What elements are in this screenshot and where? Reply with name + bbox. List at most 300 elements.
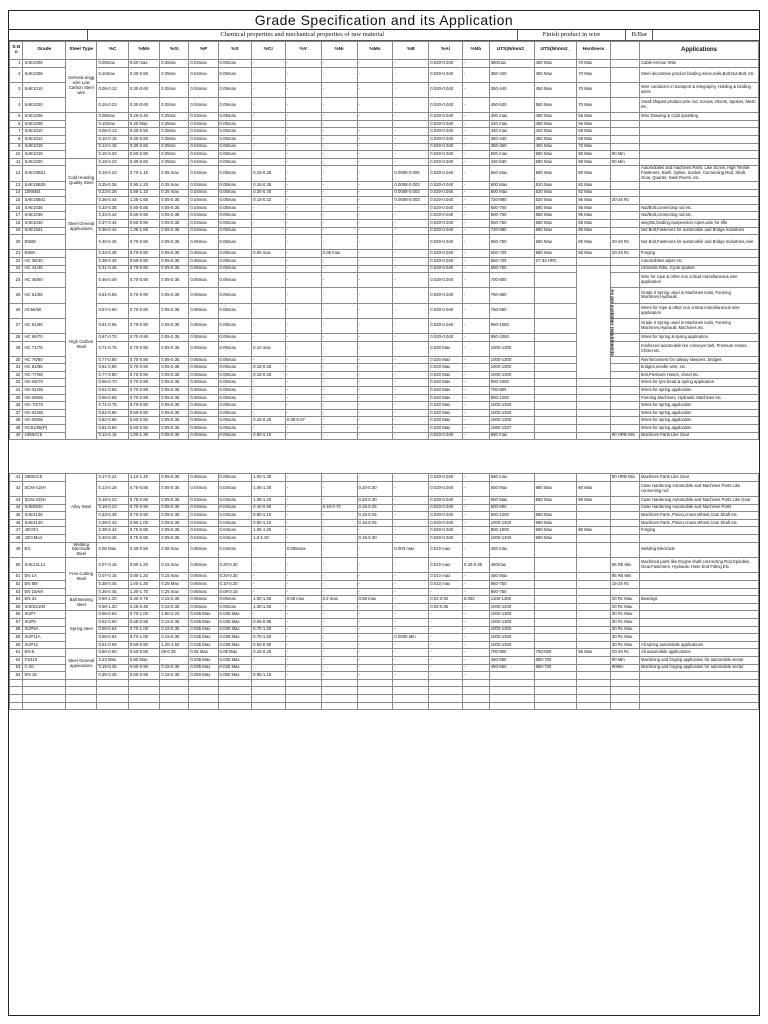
steel-type-cell: Alloy Steel	[66, 474, 97, 542]
value-cell: 0.002	[462, 596, 489, 604]
value-cell: 0.04max	[218, 497, 252, 505]
value-cell: -	[357, 158, 393, 166]
value-cell: 0.15-0.25	[252, 649, 286, 657]
value-cell	[577, 603, 611, 611]
value-cell: -	[285, 128, 321, 136]
value-cell: 1060-1207	[489, 425, 534, 433]
value-cell: 80 Max	[577, 158, 611, 166]
value-cell: -	[252, 394, 286, 402]
value-cell: 1.05-1.20	[252, 481, 286, 496]
row-number: 55	[10, 603, 23, 611]
value-cell: 0.04max	[189, 534, 218, 542]
value-cell: -	[321, 641, 357, 649]
value-cell: 0.035 Max	[189, 641, 218, 649]
value-cell: 650-750	[489, 265, 534, 273]
value-cell: -	[321, 371, 357, 379]
value-cell: -	[393, 364, 429, 372]
value-cell: -	[321, 288, 357, 303]
value-cell: -	[285, 197, 321, 205]
value-cell: 0.06max	[189, 303, 218, 318]
value-cell: -	[462, 143, 489, 151]
value-cell	[610, 425, 639, 433]
value-cell: -	[252, 581, 286, 589]
grade-cell: 42CrMo4	[23, 534, 66, 542]
value-cell: -	[462, 166, 489, 182]
value-cell: -	[321, 151, 357, 159]
value-cell: -	[321, 603, 357, 611]
value-cell: -	[357, 120, 393, 128]
value-cell: 0.06max	[189, 387, 218, 395]
row-number: 5	[10, 113, 23, 121]
value-cell: 0.06 Max	[218, 649, 252, 657]
table-row	[10, 128, 759, 136]
row-number: 42	[10, 481, 23, 496]
value-cell: 0.70-0.90	[128, 273, 159, 288]
value-cell: -	[321, 519, 357, 527]
value-cell: 0.37-0.44	[97, 220, 128, 228]
value-cell: 0.70-1.00	[128, 626, 159, 634]
value-cell: 0.30-0.60	[128, 158, 159, 166]
value-cell: -	[462, 611, 489, 619]
value-cell: -	[393, 527, 429, 535]
application-cell: Automobiles wiper etc.	[639, 257, 758, 265]
value-cell: 0.020 Max	[429, 402, 463, 410]
value-cell: 0.06max	[189, 432, 218, 440]
value-cell: 80 Max	[577, 497, 611, 505]
value-cell: 0.020-0.040	[429, 60, 463, 68]
value-cell	[610, 409, 639, 417]
value-cell: -	[357, 417, 393, 425]
table-row	[10, 504, 759, 512]
value-cell: 0.04max	[189, 82, 218, 97]
value-cell: 0.06max	[218, 303, 252, 318]
value-cell: -	[462, 265, 489, 273]
value-cell: 600 Max	[489, 189, 534, 197]
table-row	[10, 303, 759, 318]
value-cell: 0.06max	[218, 356, 252, 364]
value-cell: -	[393, 265, 429, 273]
blank-cell	[128, 694, 159, 702]
value-cell: -	[285, 603, 321, 611]
value-cell: 0.020-0.040	[429, 158, 463, 166]
value-cell: -	[393, 250, 429, 258]
blank-cell	[218, 679, 252, 687]
blank-cell	[10, 687, 23, 695]
grade-cell: SAE1541	[23, 227, 66, 235]
value-cell	[534, 341, 577, 356]
value-cell: 0.05-0.35	[160, 273, 189, 288]
value-cell: 0.18-0.23	[97, 166, 128, 182]
value-cell: 85 Max	[577, 227, 611, 235]
value-cell	[534, 619, 577, 627]
value-cell: -	[357, 341, 393, 356]
table-row	[10, 542, 759, 558]
value-cell: 0.56-0.64	[97, 626, 128, 634]
value-cell: -	[321, 634, 357, 642]
row-number: 10	[10, 151, 23, 159]
blank-cell	[321, 679, 357, 687]
value-cell: 0.05-0.35	[160, 402, 189, 410]
row-number: 50	[10, 558, 23, 573]
value-cell: 0.020-0.040	[429, 527, 463, 535]
row-number: 38	[10, 417, 23, 425]
value-cell: 0.020-0.040	[429, 227, 463, 235]
value-cell: 1.10-1.40	[128, 474, 159, 482]
value-cell: 580 Max	[534, 497, 577, 505]
value-cell: 0.40-0.70	[321, 504, 357, 512]
value-cell: -	[462, 303, 489, 318]
table-row	[10, 409, 759, 417]
value-cell: -	[393, 151, 429, 159]
value-cell: 0.85-1.10	[128, 189, 159, 197]
grade-cell: SUP7	[23, 611, 66, 619]
blank-cell	[357, 694, 393, 702]
value-cell: 0.020-0.040	[429, 534, 463, 542]
value-cell: 0.15-0.25	[252, 417, 286, 425]
value-cell: 70 Max	[577, 82, 611, 97]
value-cell: -	[357, 82, 393, 97]
table-row	[10, 318, 759, 333]
value-cell	[577, 394, 611, 402]
value-cell: 0.04max	[189, 220, 218, 228]
blank-cell	[23, 679, 66, 687]
value-cell: 580 Max	[534, 151, 577, 159]
value-cell: 0.06max	[189, 581, 218, 589]
row-number: 47	[10, 527, 23, 535]
value-cell: -	[285, 333, 321, 341]
grade-cell: 20MnCr5	[23, 474, 66, 482]
table-row	[10, 250, 759, 258]
value-cell: 1.30-1.70	[128, 588, 159, 596]
value-cell: 700-800	[489, 273, 534, 288]
value-cell: 0.41-0.45	[97, 265, 128, 273]
value-cell	[577, 596, 611, 604]
value-cell: 70 Max	[577, 67, 611, 82]
steel-type-cell	[66, 113, 97, 159]
blank-cell	[66, 702, 97, 710]
row-number: 41	[10, 474, 23, 482]
blank-cell	[610, 702, 639, 710]
value-cell: 0.66-0.65	[97, 394, 128, 402]
value-cell: 0.05-0.35	[160, 265, 189, 273]
value-cell: 600-700	[489, 212, 534, 220]
value-cell: 0.06max	[189, 603, 218, 611]
value-cell: -	[357, 474, 393, 482]
value-cell: 20-25 Rc	[610, 250, 639, 258]
value-cell: -	[285, 135, 321, 143]
row-number: 33	[10, 379, 23, 387]
value-cell	[610, 212, 639, 220]
value-cell: -	[285, 402, 321, 410]
value-cell: -	[462, 204, 489, 212]
value-cell: 0.020-0.040	[429, 189, 463, 197]
value-cell: 0.35ma	[160, 143, 189, 151]
value-cell: 0.035 Max	[189, 634, 218, 642]
grade-table	[9, 41, 759, 710]
value-cell: 580 Max	[534, 235, 577, 250]
blank-cell	[534, 694, 577, 702]
value-cell: 0.05-0.35	[160, 417, 189, 425]
value-cell: 0.70-0.90	[128, 512, 159, 520]
value-cell: -	[393, 220, 429, 228]
value-cell: 450 Max	[534, 82, 577, 97]
value-cell: 0.70-0.90	[128, 235, 159, 250]
grade-cell: EN 1A	[23, 573, 66, 581]
value-cell: 0.04max	[189, 481, 218, 496]
value-cell: -	[462, 474, 489, 482]
value-cell: -	[462, 82, 489, 97]
value-cell: 0.70-0.90	[128, 387, 159, 395]
value-cell: 0.04max	[189, 512, 218, 520]
value-cell: -	[285, 474, 321, 482]
blank-cell	[23, 702, 66, 710]
value-cell: 0.15-0.25	[252, 182, 286, 190]
value-cell: -	[321, 558, 357, 573]
value-cell: -	[393, 519, 429, 527]
blank-cell	[393, 702, 429, 710]
value-cell: -	[462, 273, 489, 288]
value-cell: 90 HRB Min	[610, 432, 639, 440]
value-cell: 0.80-1.10	[252, 519, 286, 527]
value-cell: -	[357, 220, 393, 228]
value-cell: -	[462, 387, 489, 395]
value-cell: 0.2 max	[321, 596, 357, 604]
value-cell: 0.70-1.00	[128, 611, 159, 619]
value-cell: 0.05max	[218, 158, 252, 166]
value-cell: 0.020 Max	[429, 417, 463, 425]
table-row	[10, 182, 759, 190]
value-cell: -	[357, 664, 393, 672]
value-cell: -	[357, 265, 393, 273]
application-cell: Wires for rope & other non critical miscellaneous wire application	[639, 303, 758, 318]
value-cell	[577, 672, 611, 680]
value-cell: 90 Max	[577, 527, 611, 535]
value-cell: 950-1050	[489, 318, 534, 333]
value-cell: 0.60-0.90	[128, 417, 159, 425]
value-cell: 0.020-0.040	[429, 212, 463, 220]
application-cell	[639, 626, 758, 634]
value-cell: 0.020-0.040	[429, 151, 463, 159]
value-cell	[534, 432, 577, 440]
column-header: %Mo	[357, 42, 393, 60]
value-cell: 0.75-0.85	[128, 497, 159, 505]
value-cell: -	[357, 227, 393, 235]
blank-cell	[393, 694, 429, 702]
row-number: 62	[10, 657, 23, 665]
value-cell: -	[462, 603, 489, 611]
value-cell: -	[462, 664, 489, 672]
value-cell: -	[321, 227, 357, 235]
value-cell: -	[321, 212, 357, 220]
value-cell: 0.020-0.040	[429, 166, 463, 182]
value-cell: -	[393, 588, 429, 596]
value-cell: 0.0005 Min	[393, 634, 429, 642]
value-cell: -	[321, 166, 357, 182]
value-cell: -	[357, 573, 393, 581]
table-row	[10, 481, 759, 496]
application-cell: Grade II Spring used in Machines tools, Forming Machines,Hydraulic Machines etc.	[639, 318, 758, 333]
value-cell	[577, 257, 611, 265]
value-cell: 0.05max	[218, 166, 252, 182]
blank-row	[10, 694, 759, 702]
value-cell: 0.60-0.95	[128, 672, 159, 680]
value-cell	[577, 409, 611, 417]
value-cell: 0.17-0.22	[97, 474, 128, 482]
value-cell: 440 max	[489, 128, 534, 136]
application-cell: Nut Bolt,Fasteners for automobile and Bridge Industries	[639, 227, 758, 235]
value-cell: 0.04max	[189, 128, 218, 136]
value-cell: 450 Max	[489, 573, 534, 581]
table-row	[10, 212, 759, 220]
value-cell: 0.06max	[189, 364, 218, 372]
value-cell: 450-550	[489, 657, 534, 665]
value-cell: -	[357, 641, 393, 649]
application-cell: Steel decorative product binding wires,nails,Bolt,Nut,Bolt, etc	[639, 67, 758, 82]
value-cell	[610, 504, 639, 512]
value-cell: -	[393, 97, 429, 112]
value-cell: -	[321, 318, 357, 333]
value-cell: 0.81-0.85	[97, 364, 128, 372]
table-row	[10, 220, 759, 228]
value-cell: -	[321, 534, 357, 542]
value-cell: 0.05-0.35	[160, 250, 189, 258]
value-cell: 0.050 Max	[189, 672, 218, 680]
grade-cell: SUP9	[23, 619, 66, 627]
value-cell: -	[252, 288, 286, 303]
value-cell: 0.010 max	[429, 573, 463, 581]
blank-cell	[160, 694, 189, 702]
value-cell: 0.06max	[189, 379, 218, 387]
value-cell	[610, 120, 639, 128]
value-cell: 650-700	[489, 257, 534, 265]
value-cell: 0.020-0.040	[429, 182, 463, 190]
value-cell: -	[462, 672, 489, 680]
value-cell: -	[285, 143, 321, 151]
blank-cell	[357, 702, 393, 710]
value-cell: -	[252, 657, 286, 665]
value-cell: 0.0008-0.003	[393, 182, 429, 190]
value-cell: 0.05max	[218, 197, 252, 205]
application-cell: Nut Bolt,Fasteners for automobile and Bridge Industries,Axle	[639, 235, 758, 250]
value-cell: 0.46-0.49	[97, 273, 128, 288]
value-cell: 800-1200	[489, 394, 534, 402]
row-number: 13	[10, 182, 23, 190]
application-cell	[639, 135, 758, 143]
value-cell: -	[357, 603, 393, 611]
value-cell: 0.08 Max	[97, 542, 128, 558]
value-cell: -	[462, 519, 489, 527]
value-cell: -	[393, 113, 429, 121]
value-cell: -	[393, 504, 429, 512]
row-number: 29	[10, 341, 23, 356]
value-cell: -	[252, 97, 286, 112]
value-cell	[577, 379, 611, 387]
value-cell: 0.71-0.75	[97, 402, 128, 410]
grade-cell: HC-77/80	[23, 371, 66, 379]
value-cell: -	[321, 626, 357, 634]
value-cell: 90 Min	[610, 158, 639, 166]
value-cell: 0.70-0.90	[128, 250, 159, 258]
value-cell: 0.33-0.35	[97, 204, 128, 212]
value-cell: -	[462, 288, 489, 303]
value-cell	[610, 519, 639, 527]
value-cell: 500 max	[489, 151, 534, 159]
value-cell: 0.15-0.30	[357, 534, 393, 542]
value-cell: 0.05-0.35	[160, 288, 189, 303]
value-cell: 0.020 Max	[429, 371, 463, 379]
value-cell: 0.35 max	[160, 182, 189, 190]
application-cell: Reinforcement for railway sleepers, bridges	[639, 356, 758, 364]
blank-cell	[489, 679, 534, 687]
blank-cell	[489, 694, 534, 702]
value-cell: 700-800	[489, 387, 534, 395]
blank-cell	[285, 679, 321, 687]
value-cell: -	[285, 664, 321, 672]
value-cell: -	[321, 581, 357, 589]
value-cell: 0.08max	[97, 60, 128, 68]
value-cell: 1000-1400	[489, 534, 534, 542]
grade-cell: HC-66/70	[23, 379, 66, 387]
table-row	[10, 603, 759, 611]
application-cell: Welding Electrode	[639, 542, 758, 558]
grade-cell: EN8D	[23, 235, 66, 250]
value-cell: 0.04max	[218, 512, 252, 520]
value-cell: -	[321, 220, 357, 228]
row-number: 43	[10, 497, 23, 505]
value-cell: -	[285, 364, 321, 372]
value-cell: 1.35-1.65	[128, 227, 159, 235]
value-cell: 0.71-0.75	[97, 341, 128, 356]
value-cell: 0.25-0.40	[128, 113, 159, 121]
value-cell: 0.05-0.35	[160, 379, 189, 387]
value-cell: 1.00-1.30	[128, 581, 159, 589]
column-header: Hardness	[577, 42, 611, 60]
row-number: 18	[10, 220, 23, 228]
column-header: UTS(N/mm2_	[489, 42, 534, 60]
value-cell: -	[285, 626, 321, 634]
value-cell: 0.10-0.15	[97, 135, 128, 143]
value-cell	[610, 227, 639, 235]
value-cell: 0.06max	[189, 235, 218, 250]
value-cell: -	[252, 67, 286, 82]
grade-cell: HC 41/45	[23, 265, 66, 273]
value-cell: -	[357, 182, 393, 190]
application-cell: weights,binding,Suspension ropes,wire for rifle	[639, 220, 758, 228]
value-cell: -	[393, 204, 429, 212]
value-cell: 720-880	[489, 197, 534, 205]
value-cell	[534, 379, 577, 387]
value-cell: -	[285, 273, 321, 288]
value-cell: 85 Rb Min	[610, 573, 639, 581]
value-cell: -	[393, 128, 429, 136]
value-cell: 0.020-0.040	[429, 512, 463, 520]
blank-cell	[639, 687, 758, 695]
value-cell: -	[393, 581, 429, 589]
value-cell: -	[393, 288, 429, 303]
blank-cell	[429, 702, 463, 710]
application-cell: reinforced automobile tire conveyor belt, Pressure Hoses, Chisel etc.	[639, 341, 758, 356]
value-cell: -	[462, 60, 489, 68]
value-cell: 680 Max	[534, 519, 577, 527]
value-cell: -	[393, 273, 429, 288]
row-number: 36	[10, 402, 23, 410]
value-cell: -	[285, 534, 321, 542]
value-cell: 0.05max	[218, 128, 252, 136]
value-cell: 30 Rc Max	[610, 634, 639, 642]
value-cell: 0.52-0.60	[97, 619, 128, 627]
value-cell	[610, 273, 639, 288]
value-cell: 0.04max	[189, 143, 218, 151]
